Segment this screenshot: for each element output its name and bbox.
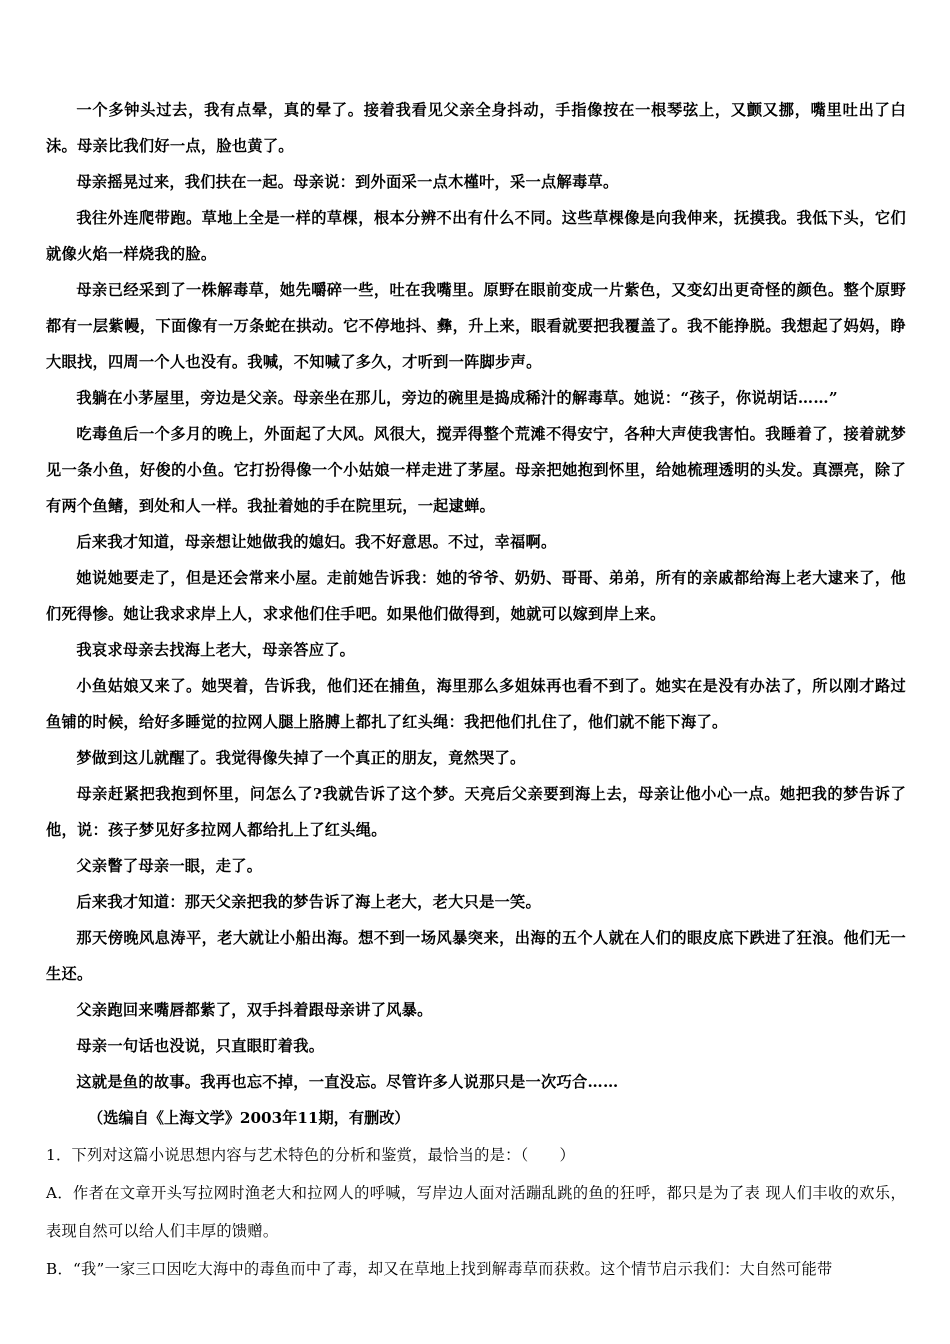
story-paragraph: 母亲摇晃过来，我们扶在一起。母亲说：到外面采一点木槿叶，采一点解毒草。	[76, 173, 619, 191]
story-paragraph: 父亲跑回来嘴唇都紫了，双手抖着跟母亲讲了风暴。	[76, 1001, 433, 1019]
story-paragraph: 后来我才知道，母亲想让她做我的媳妇。我不好意思。不过，幸福啊。	[76, 533, 557, 551]
document-page	[46, 92, 906, 1288]
story-paragraph: 我哀求母亲去找海上老大，母亲答应了。	[76, 641, 356, 659]
story-paragraph: 母亲赶紧把我抱到怀里，问怎么了?我就告诉了这个梦。天亮后父亲要到海上去，母亲让他小心一点。她把我的梦告诉了他，说：孩子梦见好多拉网人都给扎上了红头绳。	[46, 785, 906, 839]
story-paragraph: 我往外连爬带跑。草地上全是一样的草棵，根本分辨不出有什么不同。这些草棵像是向我伸来，抚摸我。我低下头，它们就像火焰一样烧我的脸。	[46, 209, 906, 263]
question-block	[46, 1136, 906, 1288]
story-paragraph: 吃毒鱼后一个多月的晚上，外面起了大风。风很大，搅弄得整个荒滩不得安宁，各种大声使我害怕。我睡着了，接着就梦见一条小鱼，好俊的小鱼。它打扮得像一个小姑娘一样走进了茅屋。母亲把她抱到怀里，给她梳理透明的头发。真漂亮，除了有两个鱼鳍，到处和人一样。我扯着她的手在院里玩，一起逮蝉。	[46, 425, 906, 515]
story-paragraph: 一个多钟头过去，我有点晕，真的晕了。接着我看见父亲全身抖动，手指像按在一根琴弦上，又颤又挪，嘴里吐出了白沫。母亲比我们好一点，脸也黄了。	[46, 101, 906, 155]
story-paragraph: 母亲已经采到了一株解毒草，她先嚼碎一些，吐在我嘴里。原野在眼前变成一片紫色，又变幻出更奇怪的颜色。整个原野都有一层紫幔，下面像有一万条蛇在拱动。它不停地抖、彝，升上来，眼看就要把我覆盖了。我不能挣脱。我想起了妈妈，睁大眼找，四周一个人也没有。我喊，不知喊了多久，才听到一阵脚步声。	[46, 281, 906, 371]
story-paragraph: 后来我才知道：那天父亲把我的梦告诉了海上老大，老大只是一笑。	[76, 893, 542, 911]
story-paragraph: 我躺在小茅屋里，旁边是父亲。母亲坐在那儿，旁边的碗里是捣成稀汁的解毒草。她说：“孩子，你说胡话……”	[76, 389, 838, 407]
story-paragraph: 她说她要走了，但是还会常来小屋。走前她告诉我：她的爷爷、奶奶、哥哥、弟弟，所有的亲戚都给海上老大逮来了，他们死得惨。她让我求求岸上人，求求他们住手吧。如果他们做得到，她就可以嫁到岸上来。	[46, 569, 906, 623]
story-paragraph: 父亲瞥了母亲一眼，走了。	[76, 857, 263, 875]
story-paragraph: 那天傍晚风息涛平，老大就让小船出海。想不到一场风暴突来，出海的五个人就在人们的眼皮底下跌进了狂浪。他们无一生还。	[46, 929, 906, 983]
option-b[interactable]: B．“我”一家三口因吃大海中的毒鱼而中了毒，却又在草地上找到解毒草而获救。这个情节启示我们：大自然可能带	[46, 1260, 833, 1278]
source-citation: （选编自《上海文学》2003年11期，有删改）	[88, 1109, 410, 1127]
story-paragraph: 这就是鱼的故事。我再也忘不掉，一直没忘。尽管许多人说那只是一次巧合……	[76, 1073, 619, 1091]
story-paragraph: 母亲一句话也没说，只直眼盯着我。	[76, 1037, 325, 1055]
question-stem: 1．下列对这篇小说思想内容与艺术特色的分析和鉴赏，最恰当的是：（ ）	[46, 1146, 575, 1164]
story-paragraph: 小鱼姑娘又来了。她哭着，告诉我，他们还在捕鱼，海里那么多姐妹再也看不到了。她实在是没有办法了，所以刚才路过鱼铺的时候，给好多睡觉的拉网人腿上胳膊上都扎了红头绳：我把他们扎住了，他们就不能下海了。	[46, 677, 906, 731]
story-paragraph: 梦做到这儿就醒了。我觉得像失掉了一个真正的朋友，竟然哭了。	[76, 749, 526, 767]
option-a[interactable]: A．作者在文章开头写拉网时渔老大和拉网人的呼喊，写岸边人面对活蹦乱跳的鱼的狂呼，都只是为了表 现人们丰收的欢乐，表现自然可以给人们丰厚的馈赠。	[46, 1184, 906, 1240]
